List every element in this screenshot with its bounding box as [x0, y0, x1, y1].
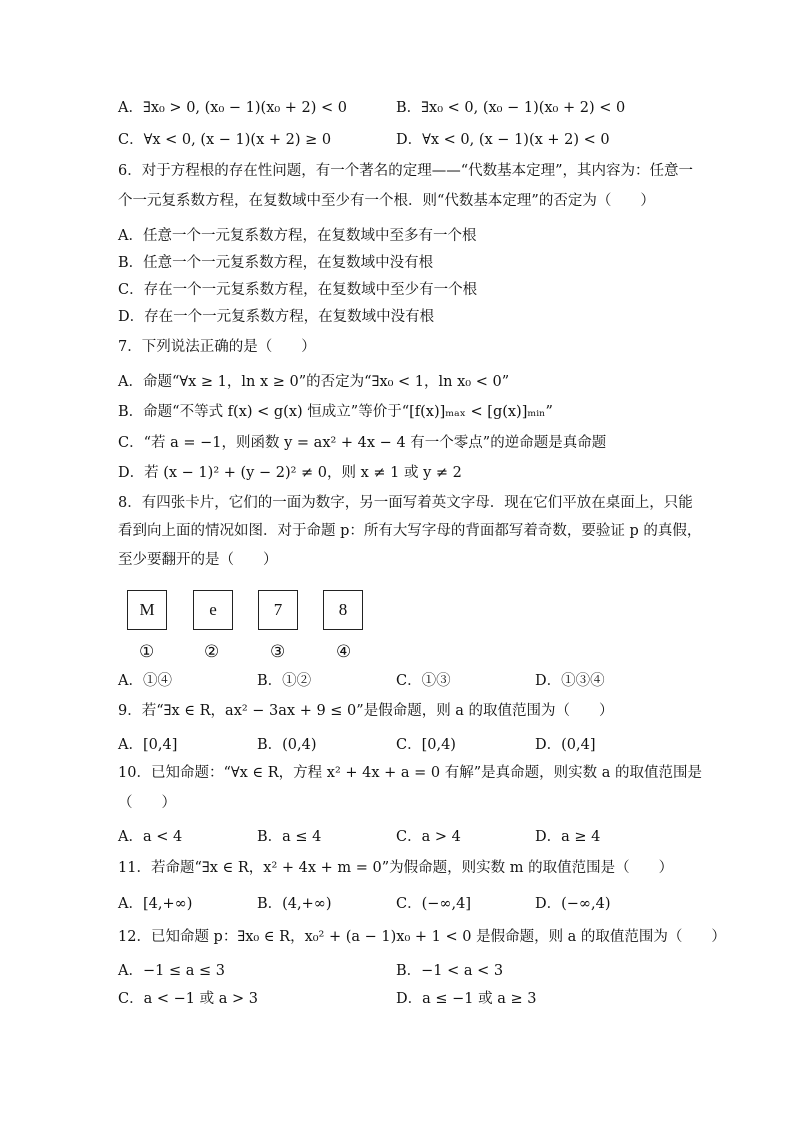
q9-option-a: A．[0,4]	[118, 737, 178, 753]
q5-option-c: C．∀x < 0, (x − 1)(x + 2) ≥ 0	[118, 132, 332, 148]
q10-stem-line2: （ ）	[118, 795, 176, 811]
q7-stem: 7．下列说法正确的是（ ）	[118, 339, 316, 355]
q7-option-c: C．“若 a = −1，则函数 y = ax² + 4x − 4 有一个零点”的逆命题是真命题	[118, 435, 607, 451]
q8-option-d: D．①③④	[535, 673, 605, 689]
card-3: 7	[258, 590, 298, 630]
q10-option-a: A．a < 4	[118, 829, 183, 845]
card-number-3: ③	[270, 642, 286, 662]
card-number-2: ②	[204, 642, 220, 662]
q5-option-a: A．∃x₀ > 0, (x₀ − 1)(x₀ + 2) < 0	[118, 100, 348, 116]
q12-stem: 12．已知命题 p：∃x₀ ∈ R，x₀² + (a − 1)x₀ + 1 < 0 是假命题，则 a 的取值范围为（ ）	[118, 929, 726, 945]
q6-option-a: A．任意一个一元复系数方程，在复数域中至多有一个根	[118, 228, 477, 244]
q11-option-a: A．[4,+∞)	[118, 896, 193, 912]
q11-option-d: D．(−∞,4)	[535, 896, 611, 912]
card-2: e	[193, 590, 233, 630]
card-1: M	[127, 590, 167, 630]
q7-option-a: A．命题“∀x ≥ 1，ln x ≥ 0”的否定为“∃x₀ < 1，ln x₀ < 0”	[118, 374, 510, 390]
q9-option-c: C．[0,4)	[396, 737, 456, 753]
q8-option-a: A．①④	[118, 673, 172, 689]
q6-option-b: B．任意一个一元复系数方程，在复数域中没有根	[118, 255, 434, 271]
q10-option-c: C．a > 4	[396, 829, 461, 845]
q11-option-c: C．(−∞,4]	[396, 896, 471, 912]
card-number-1: ①	[139, 642, 155, 662]
card-number-4: ④	[336, 642, 352, 662]
q9-option-b: B．(0,4)	[257, 737, 317, 753]
q7-option-b: B．命题“不等式 f(x) < g(x) 恒成立”等价于“[f(x)]ₘₐₓ < [g(x)]ₘᵢₙ”	[118, 404, 553, 420]
q8-stem-line1: 8．有四张卡片，它们的一面为数字，另一面写着英文字母．现在它们平放在桌面上，只能	[118, 495, 693, 511]
q9-stem: 9．若“∃x ∈ R，ax² − 3ax + 9 ≤ 0”是假命题，则 a 的取值范围为（ ）	[118, 703, 614, 719]
q12-option-a: A．−1 ≤ a ≤ 3	[118, 963, 225, 979]
q10-option-d: D．a ≥ 4	[535, 829, 601, 845]
q10-option-b: B．a ≤ 4	[257, 829, 322, 845]
q12-option-d: D．a ≤ −1 或 a ≥ 3	[396, 991, 537, 1007]
q12-option-b: B．−1 < a < 3	[396, 963, 504, 979]
q6-option-c: C．存在一个一元复系数方程，在复数域中至少有一个根	[118, 282, 478, 298]
q6-stem-line1: 6．对于方程根的存在性问题，有一个著名的定理——“代数基本定理”，其内容为：任意一	[118, 163, 694, 179]
q8-stem-line2: 看到向上面的情况如图．对于命题 p：所有大写字母的背面都写着奇数，要验证 p 的真假，	[118, 523, 702, 539]
q6-option-d: D．存在一个一元复系数方程，在复数域中没有根	[118, 309, 435, 325]
q8-stem-line3: 至少要翻开的是（ ）	[118, 552, 278, 568]
q6-stem-line2: 个一元复系数方程，在复数域中至少有一个根．则“代数基本定理”的否定为（ ）	[118, 193, 655, 209]
q7-option-d: D．若 (x − 1)² + (y − 2)² ≠ 0，则 x ≠ 1 或 y ≠ 2	[118, 465, 462, 481]
q5-option-b: B．∃x₀ < 0, (x₀ − 1)(x₀ + 2) < 0	[396, 100, 626, 116]
q11-option-b: B．(4,+∞)	[257, 896, 332, 912]
q9-option-d: D．(0,4]	[535, 737, 596, 753]
card-4: 8	[323, 590, 363, 630]
q12-option-c: C．a < −1 或 a > 3	[118, 991, 258, 1007]
q8-option-b: B．①②	[257, 673, 312, 689]
q8-option-c: C．①③	[396, 673, 451, 689]
q11-stem: 11．若命题“∃x ∈ R，x² + 4x + m = 0”为假命题，则实数 m 的取值范围是（ ）	[118, 860, 674, 876]
q10-stem-line1: 10．已知命题：“∀x ∈ R，方程 x² + 4x + a = 0 有解”是真命题，则实数 a 的取值范围是	[118, 765, 703, 781]
q5-option-d: D．∀x < 0, (x − 1)(x + 2) < 0	[396, 132, 610, 148]
